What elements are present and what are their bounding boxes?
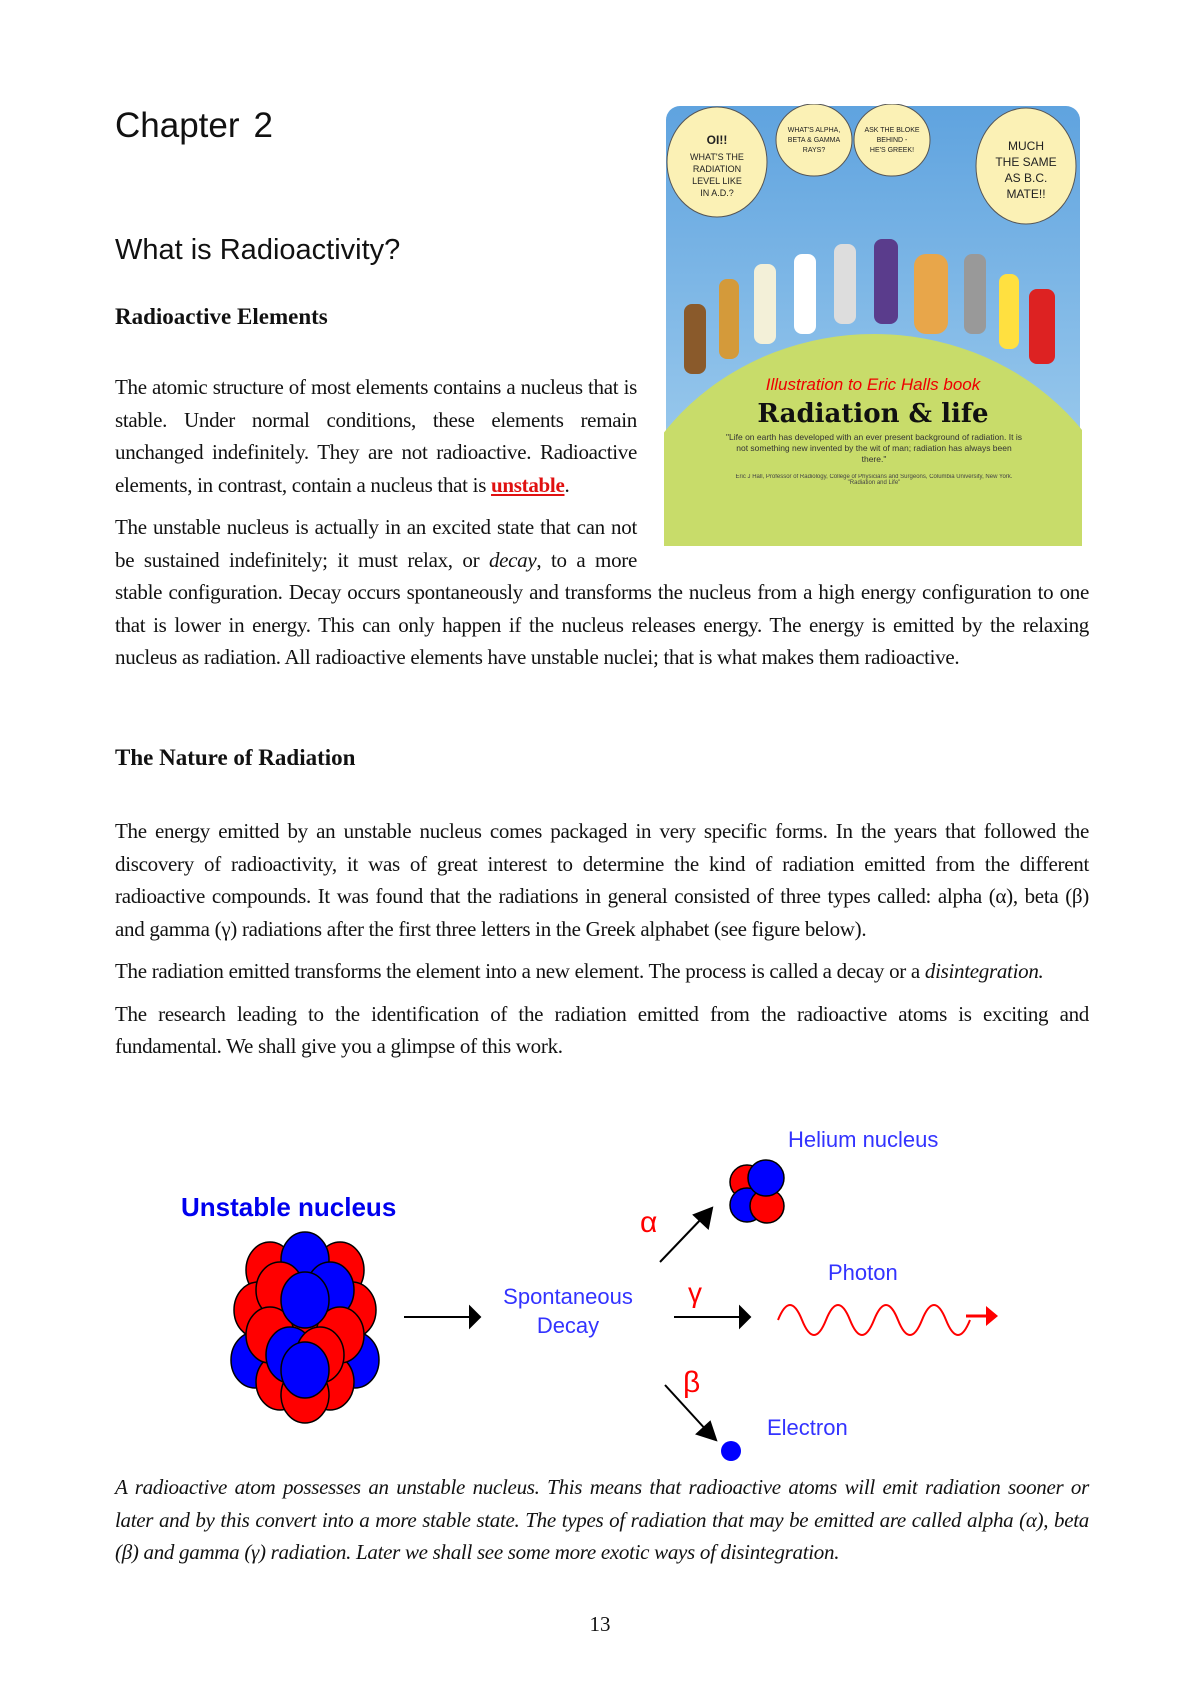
helium-nucleus-icon: [730, 1160, 784, 1223]
cartoon-caption: Illustration to Eric Halls book: [765, 375, 981, 394]
svg-text:IN A.D.?: IN A.D.?: [700, 188, 734, 198]
section-heading-nature-of-radiation: The Nature of Radiation: [115, 745, 356, 770]
italic-disintegration: disintegration.: [924, 959, 1044, 983]
section-heading-radioactive-elements: Radioactive Elements: [115, 304, 328, 329]
chapter-heading: [115, 106, 287, 146]
electron-label: Electron: [767, 1415, 848, 1440]
beta-symbol: β: [683, 1366, 701, 1399]
helium-nucleus-label: Helium nucleus: [788, 1127, 939, 1152]
photon-label: Photon: [828, 1260, 898, 1285]
paragraph: The research leading to the identification of the radiation emitted from the radioactive atoms is exciting and fundamental. We shall give you a glimpse of this work.: [115, 1001, 1089, 1058]
svg-text:MATE!!: MATE!!: [1006, 187, 1046, 201]
text: The unstable nucleus is actually in an excited state that can not be sustained indefinitely; it must relax, or: [115, 515, 637, 572]
text: , to a more stable configuration. Decay occurs spontaneously and transforms the nucleus from a high energy configuration to one that is lower in energy. This can only happen if the nucleus releases energy. The energy is emitted by the relaxing nucleus as radiation. All radioactive elements have unstable nuclei; that is what makes them radioactive.: [115, 547, 1089, 669]
text: .: [564, 472, 570, 497]
arrow-icon: [470, 1307, 480, 1327]
neutron-icon: [281, 1342, 329, 1398]
page-title: What is Radioactivity?: [115, 234, 401, 266]
section2-body: [115, 815, 1089, 1063]
text: The atomic structure of most elements contains a nucleus that is stable. Under normal conditions, these elements remain unchanged indefinitely. They are not radioactive. Radioactive elements, in contrast, contain a nucleus that is: [115, 375, 637, 497]
figure-caption: [115, 1471, 1089, 1569]
photon-wave-icon: [778, 1305, 970, 1335]
arrow-icon: [697, 1422, 716, 1440]
unstable-nucleus-label: Unstable nucleus: [181, 1192, 397, 1222]
highlight-unstable: unstable: [491, 472, 565, 497]
chapter-label: Chapter: [115, 106, 240, 145]
svg-text:RADIATION: RADIATION: [692, 164, 742, 174]
book-title: Radiation & life: [757, 399, 989, 429]
paragraph: [115, 955, 1089, 988]
svg-text:WHAT'S THE: WHAT'S THE: [690, 152, 744, 162]
text: The radiation emitted transforms the element into a new element. The process is called a decay or a: [115, 959, 925, 983]
electron-icon: [721, 1441, 741, 1461]
caption-text: A radioactive atom possesses an unstable nucleus. This means that radioactive atoms will emit radiation sooner or later and by this convert into a more stable state. The types of radiation that may be emitted are called alpha (α), beta (β) and gamma (γ) radiation. Later we shall see some more exotic ways of disintegration.: [115, 1475, 1089, 1564]
alpha-symbol: α: [640, 1206, 658, 1239]
svg-text:BETA & GAMMA: BETA & GAMMA: [787, 137, 841, 144]
cartoon-illustration: [664, 104, 1082, 546]
unstable-nucleus-icon: [231, 1232, 379, 1423]
svg-text:THE SAME: THE SAME: [995, 155, 1057, 169]
svg-text:LEVEL LIKE: LEVEL LIKE: [692, 176, 742, 186]
svg-text:WHAT'S ALPHA,: WHAT'S ALPHA,: [787, 127, 841, 134]
svg-text:BEHIND -: BEHIND -: [876, 137, 908, 144]
arrow-icon: [740, 1307, 750, 1327]
italic-decay: decay: [488, 547, 537, 572]
svg-text:ASK THE BLOKE: ASK THE BLOKE: [864, 127, 920, 134]
svg-text:RAYS?: RAYS?: [802, 147, 826, 154]
gamma-symbol: γ: [688, 1277, 702, 1308]
page-number: 13: [589, 1612, 611, 1636]
book-credit: Eric J Hall, Professor of Radiology, College of Physicians and Surgeons, Columbia University, New York. "Radiation and Life": [735, 474, 1013, 486]
neutron-icon: [281, 1272, 329, 1328]
decay-label: Decay: [536, 1313, 600, 1338]
paragraph: The energy emitted by an unstable nucleus comes packaged in very specific forms. In the years that followed the discovery of radioactivity, it was of great interest to determine the kind of radiation emitted from the different radioactive compounds. It was found that the radiations in general consisted of three types called: alpha (α), beta (β) and gamma (γ) radiations after the first three letters in the Greek alphabet (see figure below).: [115, 819, 1089, 941]
svg-text:AS B.C.: AS B.C.: [1004, 171, 1048, 185]
svg-text:MUCH: MUCH: [1008, 139, 1044, 153]
spontaneous-label: Spontaneous: [503, 1284, 633, 1309]
svg-text:HE'S GREEK!: HE'S GREEK!: [869, 147, 915, 154]
book-quote: "Life on earth has developed with an ever present background of radiation. It is not something new invented by the wit of man; radiation has always been there.": [726, 432, 1022, 464]
chapter-number: 2: [253, 106, 273, 145]
svg-text:OI!!: OI!!: [706, 133, 728, 147]
